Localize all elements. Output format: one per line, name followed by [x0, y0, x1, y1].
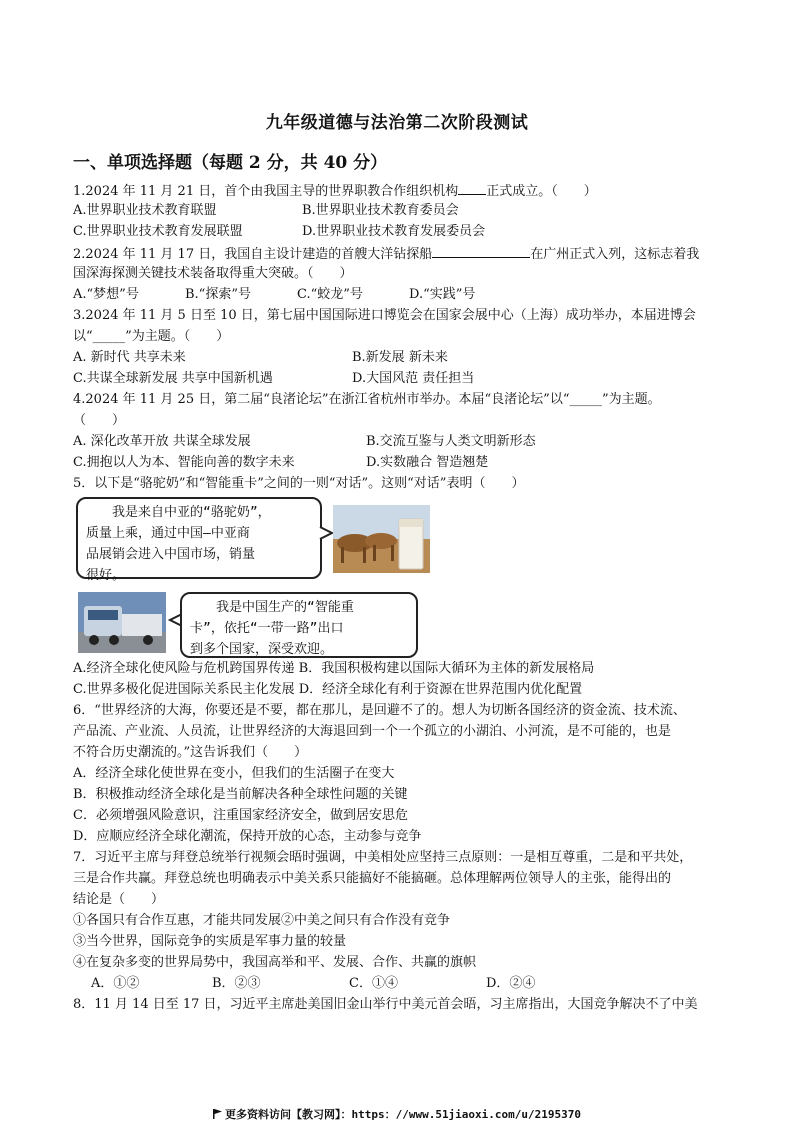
camel-milk-photo: [333, 505, 430, 573]
q6-option-d: D．应顺应经济全球化潮流，保持开放的心态，主动参与竞争: [73, 829, 422, 844]
q4-option-a: A. 深化改革开放 共谋全球发展: [73, 434, 251, 449]
bubble1-line: 我是来自中亚的“骆驼奶”，: [86, 505, 271, 520]
q1-stem-part2: 正式成立。（ ）: [486, 184, 597, 199]
smart-truck-photo: [78, 592, 166, 653]
q5-options-ab: A.经济全球化使风险与危机跨国界传递 B．我国积极构建以国际大循环为主体的新发展格局: [73, 661, 595, 676]
q6-option-a: A．经济全球化使世界在变小，但我们的生活圈子在变大: [73, 766, 395, 781]
page-title: 九年级道德与法治第二次阶段测试: [265, 113, 529, 133]
q1-option-c: C.世界职业技术教育发展联盟: [73, 224, 243, 239]
bubble2-line: 到多个国家，深受欢迎。: [190, 642, 334, 657]
q1-option-d: D.世界职业技术教育发展委员会: [302, 224, 486, 239]
q2-stem: [73, 244, 699, 264]
q7-option-a: A．①②: [91, 976, 140, 991]
bubble1-line: 品展销会进入中国市场，销量: [86, 547, 256, 562]
q1-option-b: B.世界职业技术教育委员会: [302, 203, 459, 218]
q2-option-c: C.“蛟龙”号: [297, 287, 363, 302]
q7-statement-4: ④在复杂多变的世界局势中，我国高举和平、发展、合作、共赢的旗帜: [73, 955, 477, 970]
q4-option-b: B.交流互鉴与人类文明新形态: [366, 434, 536, 449]
q3-option-d: D.大国风范 责任担当: [352, 371, 475, 386]
q6-stem-line1: 6．“世界经济的大海，你要还是不要，都在那儿，是回避不了的。想人为切断各国经济的资金流、技术流、: [73, 703, 686, 718]
q6-option-c: C．必须增强风险意识，注重国家经济安全，做到居安思危: [73, 808, 408, 823]
q4-option-c: C.拥抱以人为本、智能向善的数字未来: [73, 455, 295, 470]
q7-stem-line1: 7．习近平主席与拜登总统举行视频会晤时强调，中美相处应坚持三点原则：一是相互尊重，二是和平共处，: [73, 850, 693, 865]
q2-answer-blank: [432, 244, 530, 258]
q4-stem-line2: （ ）: [73, 413, 126, 428]
footer: [0, 1106, 794, 1122]
bubble2-line: 卡”，依托“一带一路”出口: [190, 621, 344, 636]
q2-option-b: B.“探索”号: [185, 287, 251, 302]
q7-statement-1-2: ①各国只有合作互惠，才能共同发展②中美之间只有合作没有竞争: [73, 913, 451, 928]
q7-option-c: C．①④: [349, 976, 398, 991]
q6-option-b: B．积极推动经济全球化是当前解决各种全球性问题的关键: [73, 787, 408, 802]
q1-stem: [73, 181, 597, 201]
q7-option-d: D．②④: [486, 976, 536, 991]
bubble2-line: 我是中国生产的“智能重: [190, 600, 354, 615]
q1-option-a: A.世界职业技术教育联盟: [73, 203, 217, 218]
bubble1-tail: [318, 525, 334, 541]
q4-option-d: D.实数融合 智造翘楚: [366, 455, 489, 470]
q7-statement-3: ③当今世界，国际竞争的实质是军事力量的较量: [73, 934, 347, 949]
q2-option-d: D.“实践”号: [409, 287, 476, 302]
q3-option-b: B.新发展 新未来: [352, 350, 448, 365]
q3-option-c: C.共谋全球新发展 共享中国新机遇: [73, 371, 273, 386]
q1-answer-blank: [458, 181, 486, 195]
q7-stem-line3: 结论是（ ）: [73, 892, 165, 907]
q2-option-a: A.“梦想”号: [73, 287, 139, 302]
q3-stem: 3.2024 年 11 月 5 日至 10 日，第七届中国国际进口博览会在国家会展中心（上海）成功举办，本届进博会: [73, 308, 696, 323]
q2-stem-part2: 在广州正式入列，这标志着我: [530, 247, 700, 262]
footer-link[interactable]: 更多资料访问【教习网】：https：//www.51jiaoxi.com/u/2195370: [224, 1108, 582, 1121]
bubble1-line: 质量上乘，通过中国—中亚商: [86, 526, 250, 541]
q3-stem-line2: 以“_____”为主题。（ ）: [73, 329, 230, 344]
q7-stem-line2: 三是合作共赢。拜登总统也明确表示中美关系只能搞好不能搞砸。总体理解两位领导人的主张，能得出的: [73, 871, 672, 886]
q6-stem-line3: 不符合历史潮流的。”这告诉我们（ ）: [73, 745, 308, 760]
flag-icon: [213, 1109, 222, 1119]
q6-stem-line2: 产品流、产业流、人员流，让世界经济的大海退回到一个一个孤立的小湖泊、小河流，是不可能的，也是: [73, 724, 672, 739]
q2-stem-line2: 国深海探测关键技术装备取得重大突破。（ ）: [73, 266, 353, 281]
q1-stem-part1: 1.2024 年 11 月 21 日，首个由我国主导的世界职教合作组织机构: [73, 184, 459, 199]
section-heading: 一、单项选择题（每题 2 分，共 40 分）: [73, 153, 388, 173]
smart-truck-speech-bubble: [180, 592, 418, 658]
q4-stem: 4.2024 年 11 月 25 日，第二届“良渚论坛”在浙江省杭州市举办。本届“良渚论坛”以“_____”为主题。: [73, 392, 661, 407]
q7-option-b: B．②③: [212, 976, 261, 991]
bubble1-line: 很好。: [86, 568, 126, 583]
q5-stem: 5．以下是“骆驼奶”和“智能重卡”之间的一则“对话”。这则“对话”表明（ ）: [73, 476, 525, 491]
q3-option-a: A. 新时代 共享未来: [73, 350, 186, 365]
q8-stem-line1: 8．11 月 14 日至 17 日，习近平主席赴美国旧金山举行中美元首会晤，习主席指出，大国竞争解决不了中美: [73, 997, 698, 1012]
q2-stem-part1: 2.2024 年 11 月 17 日，我国自主设计建造的首艘大洋钻探船: [73, 247, 433, 262]
camel-milk-speech-bubble: [76, 497, 322, 583]
q5-options-cd: C.世界多极化促进国际关系民主化发展 D．经济全球化有利于资源在世界范围内优化配置: [73, 682, 583, 697]
